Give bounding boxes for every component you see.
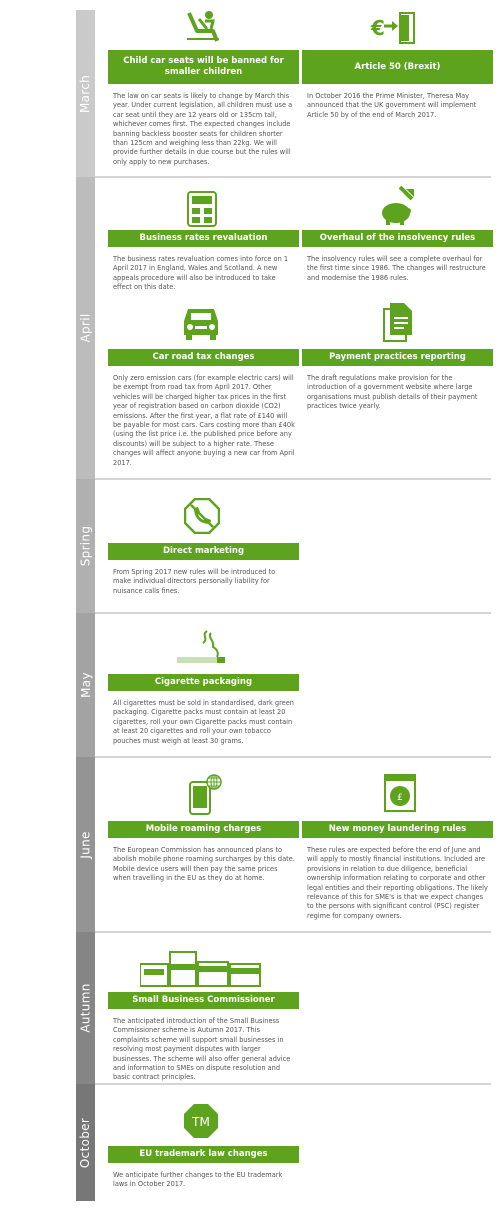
section-october	[0, 1084, 500, 1201]
card-text: The law on car seats is likely to change by March this year. Under current legislation, all children must use a car seat until they are 12 years old or 135cm tall, whichever comes first. The expected changes include banning backless booster seats for children shorter than 125cm and weighing less than 22kg. We will provide further details in due course but the rules will only apply to new purchases.	[113, 92, 293, 166]
calculator-icon	[187, 191, 217, 231]
mobile-globe-icon	[188, 774, 222, 820]
shopfronts-icon	[140, 950, 262, 992]
euro-exit-door-icon	[370, 11, 416, 49]
month-label: April	[78, 313, 93, 343]
card-title: New money laundering rules	[302, 821, 493, 838]
month-label: May	[78, 672, 93, 698]
card-title: Child car seats will be banned for smaller children	[108, 50, 299, 84]
card-mobile-roaming	[108, 821, 299, 884]
section-april	[0, 177, 500, 479]
card-text: In October 2016 the Prime Minister, Theresa May announced that the UK government will implement Article 50 by of the end of March 2017.	[307, 92, 477, 119]
svg-text:€: €	[371, 16, 385, 40]
card-title: Cigarette packaging	[108, 674, 299, 691]
card-title: Small Business Commissioner	[108, 992, 299, 1009]
card-title: Direct marketing	[108, 543, 299, 560]
card-text: The draft regulations make provision for the introduction of a government website where large organisations must publish details of their payment practices twice yearly.	[307, 374, 478, 411]
card-text: The business rates revaluation comes into force on 1 April 2017 in England, Wales and Scotland. A new appeals procedure will also be introduced to take effect on this date.	[113, 255, 289, 292]
card-text: All cigarettes must be sold in standardised, dark green packaging. Cigarette packs must contain at least 20 cigarettes, roll your own Cigarette packs must contain at least 20 cigarettes and roll your own tobacco pouches must weigh at least 30 grams.	[113, 699, 294, 745]
washing-machine-money-icon	[384, 774, 416, 816]
card-text: The anticipated introduction of the Small Business Commissioner scheme is Autumn 2017. This complaints scheme will support small businesses in resolving most payment disputes with larger businesses. The scheme will also offer general advice and information to SMEs on dispute resolution and basic contract principles.	[113, 1017, 291, 1082]
section-june	[0, 757, 500, 932]
card-eu-trademark	[108, 1146, 299, 1190]
no-phone-calls-icon	[184, 498, 220, 538]
cigarette-icon	[177, 629, 227, 669]
card-title: Payment practices reporting	[302, 349, 493, 366]
car-icon	[180, 305, 222, 345]
month-label-band	[76, 613, 95, 757]
month-label: October	[78, 1117, 93, 1168]
section-may	[0, 613, 500, 757]
section-march	[0, 0, 500, 177]
card-text: The European Commission has announced plans to abolish mobile phone roaming surcharges by this date. Mobile device users will then pay the same prices when travelling in the EU as they do at home.	[113, 846, 295, 883]
month-label: Spring	[78, 525, 93, 567]
month-label: June	[78, 830, 93, 859]
card-business-rates	[108, 230, 299, 293]
card-direct-marketing	[108, 543, 299, 596]
card-title: Business rates revaluation	[108, 230, 299, 247]
card-text: From Spring 2017 new rules will be introduced to make individual directors personally liability for nuisance calls fines.	[113, 568, 276, 595]
section-spring	[0, 479, 500, 613]
month-label-band	[76, 932, 95, 1084]
card-text: We anticipate further changes to the EU trademark laws in October 2017.	[113, 1171, 283, 1189]
card-cigarette-packaging	[108, 674, 299, 746]
card-insolvency-rules	[302, 230, 493, 283]
svg-text:TM: TM	[192, 1115, 210, 1129]
month-label-band	[76, 10, 95, 177]
month-label: March	[78, 74, 93, 113]
piggy-bank-hammer-icon	[378, 185, 418, 231]
card-car-road-tax	[108, 349, 299, 468]
card-title: Overhaul of the insolvency rules	[302, 230, 493, 247]
trademark-icon	[183, 1103, 219, 1143]
month-label: Autumn	[78, 983, 93, 1033]
card-title: Mobile roaming charges	[108, 821, 299, 838]
card-title: EU trademark law changes	[108, 1146, 299, 1163]
month-label-band	[76, 757, 95, 932]
section-autumn	[0, 932, 500, 1084]
card-text: The insolvency rules will see a complete overhaul for the first time since 1986. The changes will restructure and modernise the 1986 rules.	[307, 255, 486, 282]
month-label-band	[76, 177, 95, 479]
card-title: Car road tax changes	[108, 349, 299, 366]
card-money-laundering	[302, 821, 493, 921]
card-small-business-commissioner	[108, 992, 299, 1083]
documents-icon	[382, 301, 414, 347]
card-article-50	[302, 50, 493, 120]
card-payment-practices	[302, 349, 493, 412]
card-text: Only zero emission cars (for example electric cars) will be exempt from road tax from April 2017. Other vehicles will be charged higher tax prices in the first year of registration based on carbon dioxide (CO2) emissions. After the first year, a flat rate of £140 will be payable for most cars. Cars costing more than £40k (using the list price i.e. the published price before any discounts) will be subject to a higher rate. These changes will affect anyone buying a new car from April 2017.	[113, 374, 295, 467]
svg-text:£: £	[397, 793, 403, 803]
card-child-car-seats	[108, 50, 299, 167]
card-title: Article 50 (Brexit)	[302, 50, 493, 84]
child-car-seat-icon	[183, 9, 225, 49]
month-label-band	[76, 479, 95, 613]
month-label-band	[76, 1084, 95, 1201]
card-text: These rules are expected before the end of June and will apply to mostly financial institutions. Included are provisions in relation to due diligence, beneficial ownership information relating to corporate and other legal entities and their reporting obligations. The likely relevance of this for SME's is that we expect changes to the persons with significant control (PSC) register regime for company owners.	[307, 846, 488, 920]
